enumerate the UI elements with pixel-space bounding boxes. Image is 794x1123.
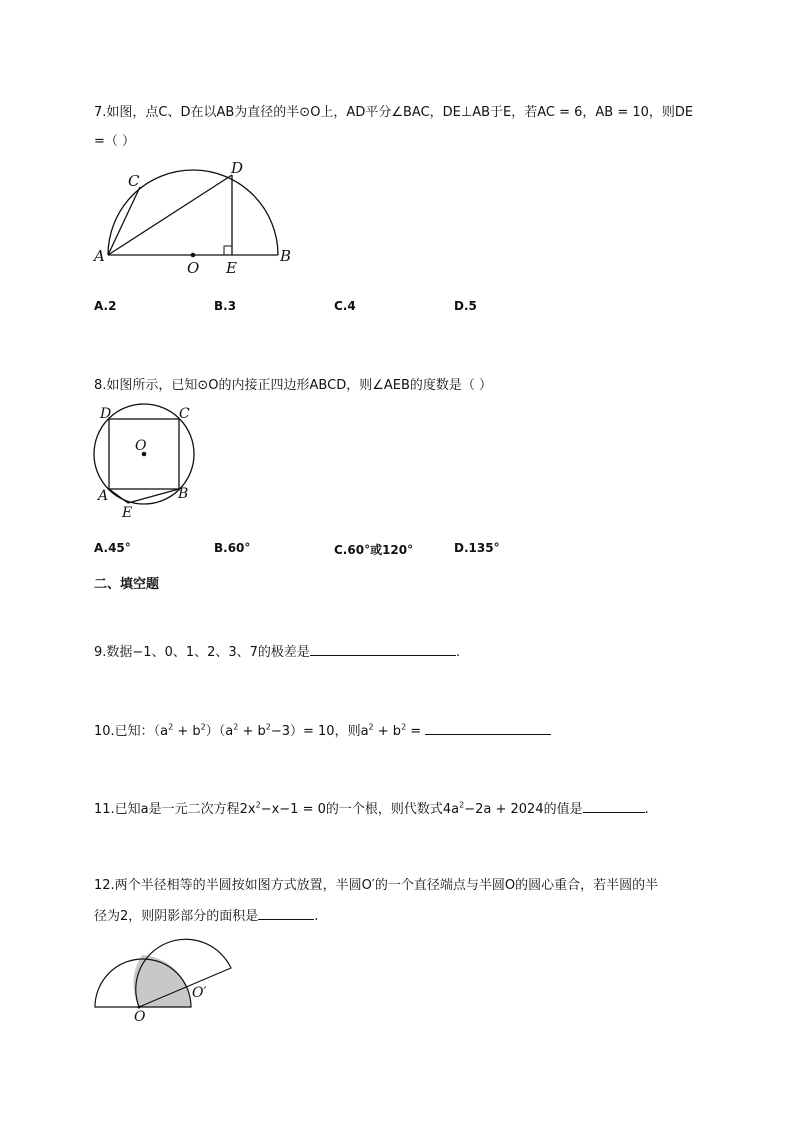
q10-sup3: 2 bbox=[233, 722, 239, 732]
q11-sup2: 2 bbox=[459, 800, 465, 810]
q12-end: . bbox=[314, 909, 319, 924]
q8-segment-AE bbox=[109, 489, 128, 503]
q7-label-C: C bbox=[128, 172, 140, 190]
q12-text-line2 bbox=[94, 905, 318, 927]
q8-label-C: C bbox=[179, 406, 190, 422]
q9-prompt: 9.数据−1、0、1、2、3、7的极差是 bbox=[94, 645, 310, 660]
q7-right-angle-mark bbox=[224, 246, 232, 255]
q7-label-D: D bbox=[231, 159, 244, 177]
q8-option-c: C.60°或120° bbox=[334, 543, 414, 557]
q10-part2: + b bbox=[173, 724, 201, 739]
q8-text: 8.如图所示，已知⊙O的内接正四边形ABCD，则∠AEB的度数是（ ） bbox=[94, 378, 493, 393]
q8-label-E: E bbox=[122, 505, 133, 520]
q12-prompt: 径为2，则阴影部分的面积是 bbox=[94, 909, 259, 924]
q10-sup4: 2 bbox=[265, 722, 271, 732]
q11-sup1: 2 bbox=[255, 800, 261, 810]
q12-label-O-prime: O′ bbox=[192, 985, 207, 1001]
q11-part3: −2a + 2024的值是 bbox=[464, 802, 583, 817]
q10-part7: = bbox=[406, 724, 422, 739]
q11-part2: −x−1 = 0的一个根，则代数式4a bbox=[260, 802, 460, 817]
q7-text-line2: =（ ） bbox=[94, 134, 136, 149]
q7-option-a: A.2 bbox=[94, 299, 117, 313]
q10-part5: −3）= 10，则a bbox=[270, 724, 369, 739]
q12-text-line1: 12.两个半径相等的半圆按如图方式放置，半圆O′的一个直径端点与半圆O的圆心重合，若半圆的半 bbox=[94, 878, 659, 893]
q7-center-dot bbox=[191, 253, 196, 258]
q11-answer-blank[interactable] bbox=[583, 798, 645, 813]
q10-part4: + b bbox=[238, 724, 266, 739]
q7-option-d: D.5 bbox=[454, 299, 477, 313]
q7-option-b: B.3 bbox=[214, 299, 237, 313]
q10-sup6: 2 bbox=[401, 722, 407, 732]
q8-option-b: B.60° bbox=[214, 541, 251, 555]
q7-label-A: A bbox=[94, 247, 105, 265]
q10-part1: 10.已知：（a bbox=[94, 724, 169, 739]
q10-sup1: 2 bbox=[168, 722, 174, 732]
q11-end: . bbox=[644, 802, 649, 817]
q8-label-D: D bbox=[100, 406, 112, 422]
q8-label-A: A bbox=[98, 488, 109, 504]
q11-text bbox=[94, 798, 649, 820]
q7-option-c: C.4 bbox=[334, 299, 356, 313]
q9-end: . bbox=[455, 645, 461, 660]
q8-label-O: O bbox=[135, 438, 147, 454]
q11-part1: 11.已知a是一元二次方程2x bbox=[94, 802, 256, 817]
q12-answer-blank[interactable] bbox=[258, 905, 314, 920]
q8-option-d: D.135° bbox=[454, 541, 500, 555]
q12-label-O: O bbox=[134, 1009, 146, 1025]
q8-figure bbox=[88, 400, 238, 520]
section-heading-fill-in: 二、填空题 bbox=[94, 577, 160, 592]
q10-part6: + b bbox=[373, 724, 402, 739]
q12-figure bbox=[88, 925, 248, 1025]
q7-figure bbox=[88, 155, 308, 280]
q7-label-B: B bbox=[280, 247, 292, 265]
q7-text-line1: 7.如图，点C、D在以AB为直径的半⊙O上，AD平分∠BAC，DE⊥AB于E，若AC = 6，AB = 10，则DE bbox=[94, 105, 694, 120]
q7-label-O: O bbox=[187, 259, 200, 277]
q8-option-a: A.45° bbox=[94, 541, 131, 555]
q10-sup2: 2 bbox=[200, 722, 206, 732]
q8-label-B: B bbox=[178, 486, 189, 502]
q10-answer-blank[interactable] bbox=[425, 720, 551, 735]
q9-answer-blank[interactable] bbox=[310, 641, 456, 656]
q10-part3: ）（a bbox=[205, 724, 234, 739]
q10-text bbox=[94, 720, 551, 742]
q7-label-E: E bbox=[226, 259, 237, 277]
q9-text bbox=[94, 641, 460, 663]
q10-sup5: 2 bbox=[368, 722, 374, 732]
